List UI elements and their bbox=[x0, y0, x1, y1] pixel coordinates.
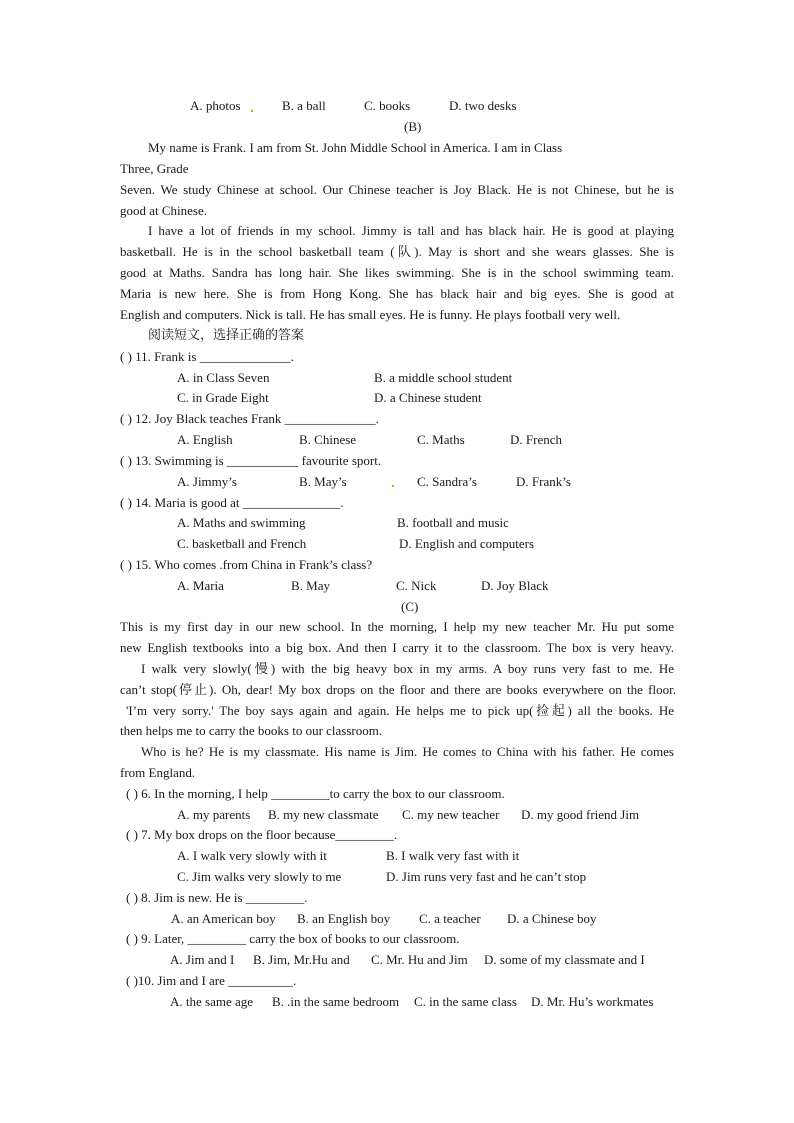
option-a: A. Maths and swimming bbox=[177, 515, 306, 530]
option-d: D. a Chinese boy bbox=[507, 911, 597, 926]
option-b: B. May bbox=[291, 578, 330, 593]
option-c: C. a teacher bbox=[419, 911, 481, 926]
option-d: D. Jim runs very fast and he can’t stop bbox=[386, 869, 587, 884]
option-d: D. a Chinese student bbox=[374, 390, 482, 405]
decorative-dot bbox=[392, 485, 394, 487]
passage-line: new English textbooks into a big box. And then I carry it to the classroom. The box is very heavy. bbox=[120, 640, 674, 655]
passage-line: good at Maths. Sandra has long hair. She likes swimming. She is in the school swimming team. bbox=[120, 265, 674, 280]
option-b: B. my new classmate bbox=[268, 807, 379, 822]
question-stem: ( )10. Jim and I are __________. bbox=[126, 973, 297, 988]
section-c-heading: (C) bbox=[401, 599, 419, 614]
option-c: C. Nick bbox=[396, 578, 437, 593]
option-b: B. Jim, Mr.Hu and bbox=[253, 952, 350, 967]
top-option-b: B. a ball bbox=[282, 98, 326, 113]
passage-line: My name is Frank. I am from St. John Middle School in America. I am in Class bbox=[148, 140, 563, 155]
option-b: B. .in the same bedroom bbox=[272, 994, 400, 1009]
passage-line: good at Chinese. bbox=[120, 203, 208, 218]
question-stem: ( ) 14. Maria is good at _______________. bbox=[120, 495, 344, 510]
passage-line: 'I’m very sorry.' The boy says again and again. He helps me to pick up(捡起) all the books. He bbox=[126, 703, 674, 718]
passage-line: English and computers. Nick is tall. He has small eyes. He is funny. He plays football very well. bbox=[120, 307, 621, 322]
option-d: D. my good friend Jim bbox=[521, 807, 640, 822]
passage-line: can’t stop(停止). Oh, dear! My box drops on the floor and there are books everywhere on the floor. bbox=[120, 682, 676, 697]
option-c: C. in Grade Eight bbox=[177, 390, 269, 405]
option-c: C. basketball and French bbox=[177, 536, 307, 551]
option-b: B. football and music bbox=[397, 515, 509, 530]
passage-line: basketball. He is in the school basketball team (队). May is short and she wears glasses. She is bbox=[120, 244, 674, 259]
option-b: B. Chinese bbox=[299, 432, 357, 447]
option-a: A. my parents bbox=[177, 807, 251, 822]
option-a: A. Jimmy’s bbox=[177, 474, 237, 489]
passage-line: Seven. We study Chinese at school. Our Chinese teacher is Joy Black. He is not Chinese, but he is bbox=[120, 182, 674, 197]
passage-line: I walk very slowly(慢) with the big heavy box in my arms. A boy runs very fast to me. He bbox=[141, 661, 674, 676]
question-stem: ( ) 8. Jim is new. He is _________. bbox=[126, 890, 308, 905]
question-stem: ( ) 11. Frank is ______________. bbox=[120, 349, 294, 364]
option-b: B. May’s bbox=[299, 474, 347, 489]
option-a: A. the same age bbox=[170, 994, 254, 1009]
section-b-heading: (B) bbox=[404, 119, 422, 134]
option-a: A. I walk very slowly with it bbox=[177, 848, 327, 863]
option-a: A. in Class Seven bbox=[177, 370, 270, 385]
top-option-a: A. photos bbox=[190, 98, 241, 113]
instruction: 阅读短文，选择正确的答案 bbox=[148, 328, 305, 343]
option-a: A. Jim and I bbox=[170, 952, 235, 967]
option-a: A. Maria bbox=[177, 578, 224, 593]
question-stem: ( ) 9. Later, _________ carry the box of books to our classroom. bbox=[126, 931, 460, 946]
option-c: C. Mr. Hu and Jim bbox=[371, 952, 468, 967]
question-stem: ( ) 13. Swimming is ___________ favourite sport. bbox=[120, 453, 382, 468]
option-b: B. I walk very fast with it bbox=[386, 848, 520, 863]
option-d: D. French bbox=[510, 432, 562, 447]
option-c: C. Jim walks very slowly to me bbox=[177, 869, 342, 884]
option-d: D. Joy Black bbox=[481, 578, 549, 593]
option-a: A. English bbox=[177, 432, 233, 447]
passage-line: I have a lot of friends in my school. Jimmy is tall and has black hair. He is good at playing bbox=[148, 223, 674, 238]
passage-line: Maria is new here. She is from Hong Kong. She has black hair and big eyes. She is good at bbox=[120, 286, 674, 301]
passage-line: Three, Grade bbox=[120, 161, 189, 176]
option-c: C. Maths bbox=[417, 432, 465, 447]
top-option-d: D. two desks bbox=[449, 98, 517, 113]
passage-line: from England. bbox=[120, 765, 196, 780]
question-stem: ( ) 7. My box drops on the floor because_________. bbox=[126, 827, 398, 842]
option-b: B. a middle school student bbox=[374, 370, 513, 385]
question-stem: ( ) 12. Joy Black teaches Frank ______________. bbox=[120, 411, 379, 426]
option-a: A. an American boy bbox=[171, 911, 276, 926]
option-c: C. my new teacher bbox=[402, 807, 500, 822]
passage-line: This is my first day in our new school. In the morning, I help my new teacher Mr. Hu put some bbox=[120, 619, 674, 634]
option-d: D. English and computers bbox=[399, 536, 535, 551]
top-option-c: C. books bbox=[364, 98, 411, 113]
question-stem: ( ) 6. In the morning, I help _________to carry the box to our classroom. bbox=[126, 786, 505, 801]
option-d: D. Frank’s bbox=[516, 474, 571, 489]
decorative-dot bbox=[251, 110, 253, 112]
option-c: C. in the same class bbox=[414, 994, 517, 1009]
option-c: C. Sandra’s bbox=[417, 474, 477, 489]
option-b: B. an English boy bbox=[297, 911, 391, 926]
option-d: D. Mr. Hu’s workmates bbox=[531, 994, 654, 1009]
option-d: D. some of my classmate and I bbox=[484, 952, 645, 967]
question-stem: ( ) 15. Who comes .from China in Frank’s class? bbox=[120, 557, 373, 572]
passage-line: Who is he? He is my classmate. His name is Jim. He comes to China with his father. He comes bbox=[141, 744, 674, 759]
passage-line: then helps me to carry the books to our classroom. bbox=[120, 723, 383, 738]
